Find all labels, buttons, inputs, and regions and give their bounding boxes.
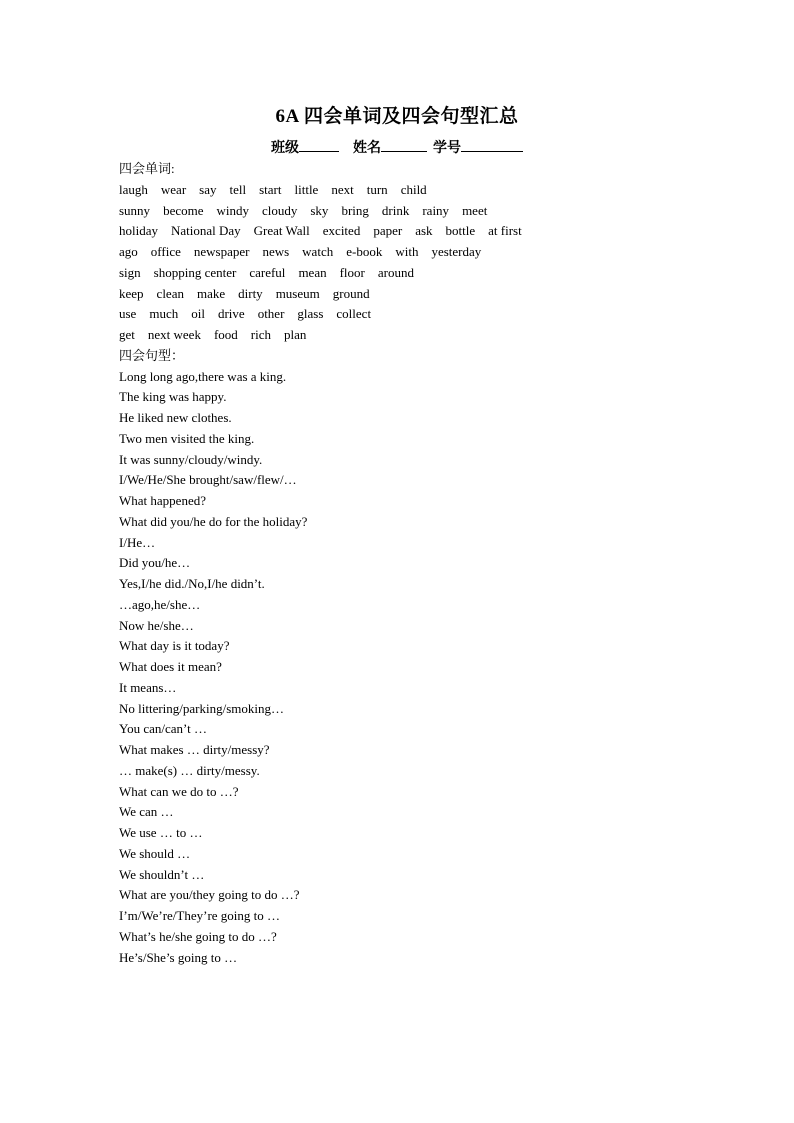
sentence-pattern: He liked new clothes. <box>119 410 232 425</box>
vocabulary-word: child <box>400 181 427 197</box>
vocabulary-word: oil <box>191 306 205 322</box>
word-list <box>119 180 719 346</box>
sentence-pattern: What are you/they going to do …? <box>119 887 300 903</box>
vocabulary-word: make <box>196 285 226 301</box>
sentence-pattern: What did you/he do for the holiday? <box>119 513 308 529</box>
vocabulary-word: dirty <box>238 285 263 301</box>
vocabulary-word: get <box>119 327 135 342</box>
sentence-pattern: …ago,he/she… <box>119 596 201 612</box>
sentence-pattern: We shouldn’t … <box>119 866 205 882</box>
vocabulary-word: around <box>377 264 414 280</box>
sentence-pattern: He’s/She’s going to … <box>119 949 238 965</box>
sentence-pattern: We use … to … <box>119 825 203 840</box>
sentence-pattern: Two men visited the king. <box>119 430 255 446</box>
student-id-label: 学号 <box>433 141 461 156</box>
vocabulary-word: wear <box>160 181 187 197</box>
vocabulary-word: mean <box>298 264 327 280</box>
word-row <box>119 201 719 222</box>
content-body <box>119 159 719 968</box>
sentence-pattern: What happened? <box>119 493 206 508</box>
sentence-pattern: What’s he/she going to do …? <box>119 928 277 944</box>
vocabulary-word: much <box>149 306 179 322</box>
vocabulary-word: careful <box>249 264 286 280</box>
vocabulary-word: shopping center <box>153 264 237 280</box>
vocabulary-word: yesterday <box>431 244 482 259</box>
vocabulary-word: turn <box>366 181 388 197</box>
sentence-pattern: You can/can’t … <box>119 721 207 737</box>
sentence-pattern: It was sunny/cloudy/windy. <box>119 451 263 467</box>
vocabulary-word: e-book <box>346 244 383 259</box>
sentence-pattern: It means… <box>119 679 177 695</box>
student-id-blank[interactable] <box>461 137 523 152</box>
vocabulary-word: ground <box>332 285 370 301</box>
name-blank[interactable] <box>381 137 427 152</box>
word-row <box>119 325 719 346</box>
class-label: 班级 <box>271 141 299 156</box>
word-row <box>119 221 719 242</box>
vocabulary-word: holiday <box>119 223 158 239</box>
class-blank[interactable] <box>299 137 339 152</box>
vocabulary-word: drive <box>217 306 245 322</box>
words-heading: 四会单词: <box>119 161 175 176</box>
word-row <box>119 242 719 263</box>
sentence-pattern: I/We/He/She brought/saw/flew/… <box>119 472 297 488</box>
sentence-pattern: Yes,I/he did./No,I/he didn’t. <box>119 576 265 591</box>
vocabulary-word: meet <box>462 202 488 218</box>
sentence-pattern: What does it mean? <box>119 659 222 674</box>
sentence-pattern: No littering/parking/smoking… <box>119 700 285 716</box>
vocabulary-word: watch <box>302 244 334 259</box>
vocabulary-word: ask <box>415 223 433 239</box>
vocabulary-word: glass <box>297 306 324 322</box>
sentence-pattern: We should … <box>119 845 191 861</box>
word-row <box>119 304 719 325</box>
vocabulary-word: paper <box>373 223 403 239</box>
sentence-pattern: What can we do to …? <box>119 783 239 799</box>
vocabulary-word: food <box>213 327 238 342</box>
sentence-pattern: Now he/she… <box>119 617 194 633</box>
student-info-line <box>0 137 794 160</box>
sentence-pattern: … make(s) … dirty/messy. <box>119 762 260 778</box>
word-row <box>119 263 719 284</box>
vocabulary-word: become <box>163 202 204 218</box>
vocabulary-word: sunny <box>119 202 151 218</box>
sentence-pattern: The king was happy. <box>119 389 227 405</box>
sentence-pattern: I/He… <box>119 534 156 550</box>
vocabulary-word: laugh <box>119 181 148 197</box>
sentence-list <box>119 367 719 969</box>
page-title: 6A 四会单词及四会句型汇总 <box>275 106 519 127</box>
vocabulary-word: drink <box>381 202 410 218</box>
vocabulary-word: rich <box>250 327 272 342</box>
sentence-pattern: I’m/We’re/They’re going to … <box>119 908 281 923</box>
vocabulary-word: bottle <box>445 223 476 239</box>
vocabulary-word: excited <box>322 223 361 239</box>
vocabulary-word: office <box>150 244 181 259</box>
vocabulary-word: sky <box>310 202 329 218</box>
vocabulary-word: National Day <box>171 223 241 239</box>
sentence-pattern: What day is it today? <box>119 638 230 654</box>
sentence-pattern: Long long ago,there was a king. <box>119 368 287 384</box>
vocabulary-word: Great Wall <box>253 223 310 239</box>
vocabulary-word: keep <box>119 285 144 301</box>
vocabulary-word: next week <box>147 327 201 342</box>
sentence-pattern: We can … <box>119 804 174 820</box>
vocabulary-word: at first <box>488 223 522 239</box>
vocabulary-word: windy <box>216 202 249 218</box>
vocabulary-word: ago <box>119 244 138 259</box>
vocabulary-word: use <box>119 306 137 322</box>
vocabulary-word: bring <box>341 202 369 218</box>
vocabulary-word: cloudy <box>261 202 298 218</box>
vocabulary-word: news <box>262 244 290 259</box>
vocabulary-word: museum <box>275 285 320 301</box>
name-label: 姓名 <box>353 141 381 156</box>
vocabulary-word: next <box>331 181 354 197</box>
vocabulary-word: collect <box>336 306 372 322</box>
vocabulary-word: clean <box>156 285 184 301</box>
vocabulary-word: with <box>395 244 419 259</box>
vocabulary-word: tell <box>229 181 247 197</box>
sentences-heading: 四会句型： <box>119 347 185 363</box>
vocabulary-word: little <box>294 181 319 197</box>
sentence-pattern: Did you/he… <box>119 555 191 571</box>
sentence-pattern: What makes … dirty/messy? <box>119 742 270 757</box>
vocabulary-word: rainy <box>422 202 450 218</box>
vocabulary-word: sign <box>119 264 141 280</box>
vocabulary-word: other <box>257 306 285 322</box>
vocabulary-word: start <box>259 181 282 197</box>
vocabulary-word: plan <box>284 327 307 342</box>
vocabulary-word: floor <box>339 264 365 280</box>
vocabulary-word: say <box>199 181 217 197</box>
word-row <box>119 180 719 201</box>
vocabulary-word: newspaper <box>193 244 250 259</box>
word-row <box>119 284 719 305</box>
